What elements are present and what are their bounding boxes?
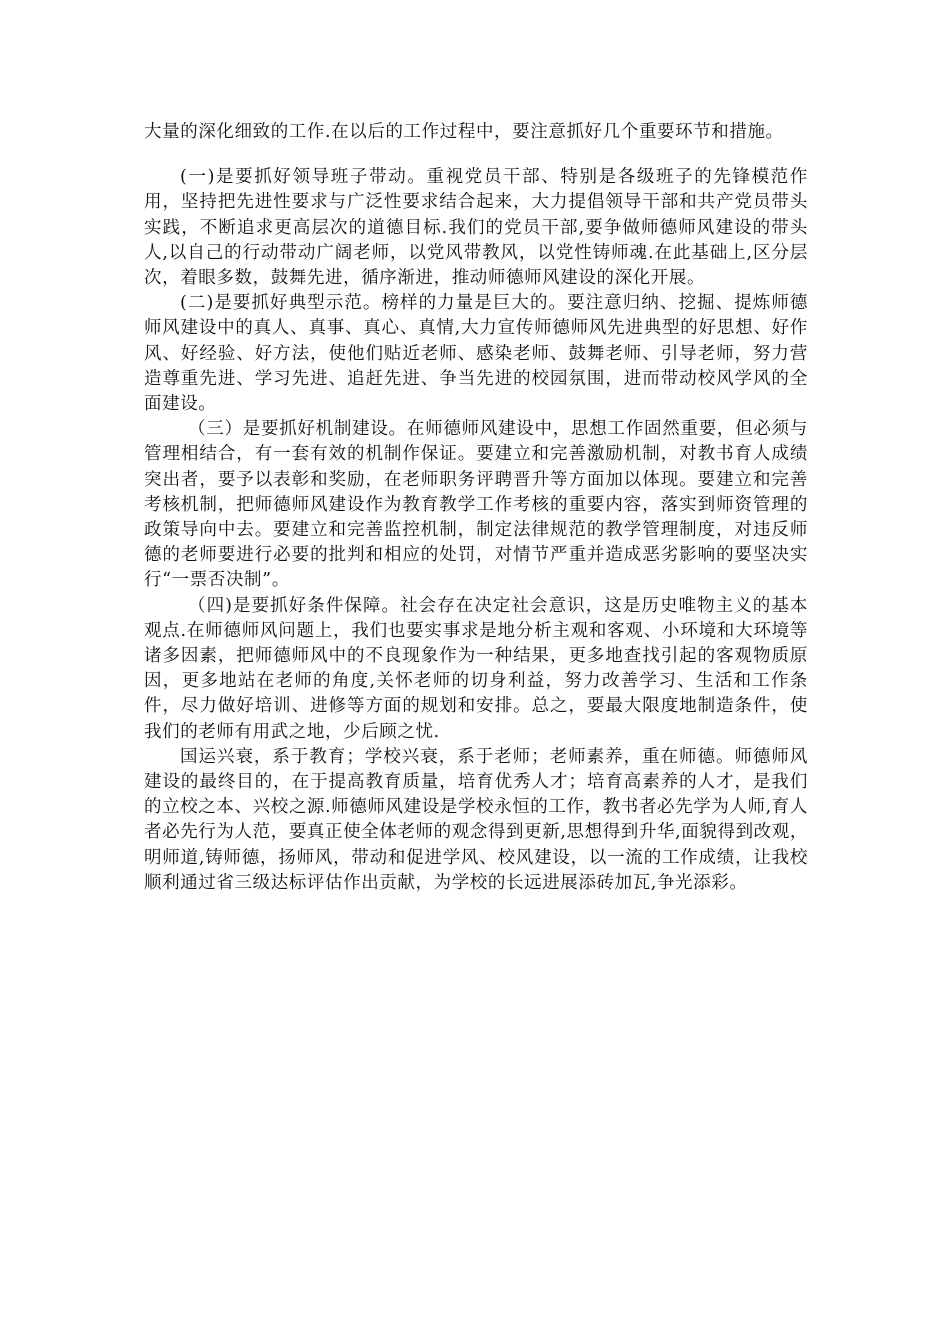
paragraph-conditions: （四)是要抓好条件保障。社会存在决定社会意识，这是历史唯物主义的基本观点.在师德师风问题上，我们也要实事求是地分析主观和客观、小环境和大环境等诸多因素，把师德师风中的不良现象作为一种结果，更多地查找引起的客观物质原因，更多地站在老师的角度,关怀老师的切身利益，努力改善学习、生活和工作条件，尽力做好培训、进修等方面的规划和安排。总之，要最大限度地制造条件，使我们的老师有用武之地，少后顾之忧. (144, 595, 808, 742)
document-body (144, 120, 808, 896)
paragraph-mechanism: （三）是要抓好机制建设。在师德师风建设中，思想工作固然重要，但必须与管理相结合，有一套有效的机制作保证。要建立和完善激励机制，对教书育人成绩突出者，要予以表彰和奖励，在老师职务评聘晋升等方面加以体现。要建立和完善考核机制，把师德师风建设作为教育教学工作考核的重要内容，落实到师资管理的政策导向中去。要建立和完善监控机制，制定法律规范的教学管理制度，对违反师德的老师要进行必要的批判和相应的处罚，对情节严重并造成恶劣影响的要坚决实行“一票否决制”。 (144, 419, 808, 591)
paragraph-model: (二)是要抓好典型示范。榜样的力量是巨大的。要注意归纳、挖掘、提炼师德师风建设中的真人、真事、真心、真情,大力宣传师德师风先进典型的好思想、好作风、好经验、好方法，使他们贴近老师、感染老师、鼓舞老师、引导老师，努力营造尊重先进、学习先进、追赶先进、争当先进的校园氛围，进而带动校风学风的全面建设。 (144, 293, 808, 415)
paragraph-leadership: (一)是要抓好领导班子带动。重视党员干部、特别是各级班子的先锋模范作用，坚持把先进性要求与广泛性要求结合起来，大力提倡领导干部和共产党员带头实践，不断追求更高层次的道德目标.我们的党员干部,要争做师德师风建设的带头人,以自己的行动带动广阔老师，以党风带教风，以党性铸师魂.在此基础上,区分层次，着眼多数，鼓舞先进，循序渐进，推动师德师风建设的深化开展。 (144, 167, 808, 289)
paragraph-conclusion: 国运兴衰，系于教育；学校兴衰，系于老师；老师素养，重在师德。师德师风建设的最终目的，在于提高教育质量，培育优秀人才；培育高素养的人才，是我们的立校之本、兴校之源.师德师风建设是学校永恒的工作，教书者必先学为人师,育人者必先行为人范，要真正使全体老师的观念得到更新,思想得到升华,面貌得到改观，明师道,铸师德，扬师风，带动和促进学风、校风建设，以一流的工作成绩，让我校顺利通过省三级达标评估作出贡献，为学校的长远进展添砖加瓦,争光添彩。 (144, 746, 808, 893)
paragraph-intro: 大量的深化细致的工作.在以后的工作过程中，要注意抓好几个重要环节和措施。 (144, 122, 784, 142)
